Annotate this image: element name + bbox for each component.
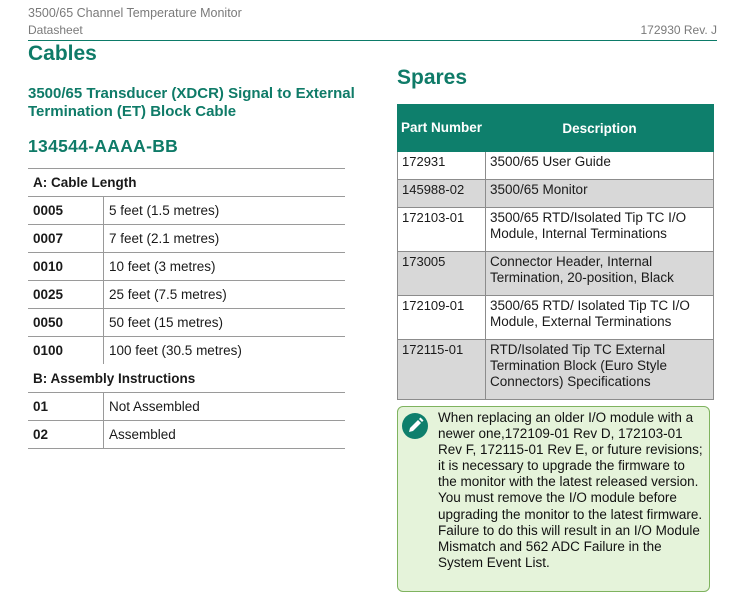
spare-part-number: 172109-01 (398, 296, 486, 340)
spare-description: 3500/65 RTD/ Isolated Tip TC I/O Module, External Terminations (486, 296, 714, 340)
table-row (398, 340, 714, 400)
note-text: When replacing an older I/O module with a newer one,172109-01 Rev D, 172103-01 Rev F, 172115-01 Rev E, or future revisions; it is necessary to upgrade the firmware to the monitor with the latest released version. You must remove the I/O module before upgrading the monitor to the latest firmware. Failure to do this will result in an I/O Module Mismatch and 562 ADC Failure in the System Event List. (438, 410, 703, 570)
spare-part-number: 172103-01 (398, 208, 486, 252)
assembly-table (28, 365, 345, 449)
table-row (398, 180, 714, 208)
option-code: 0050 (28, 309, 104, 337)
spares-heading: Spares (397, 66, 468, 89)
spare-description: 3500/65 RTD/Isolated Tip TC I/O Module, Internal Terminations (486, 208, 714, 252)
cable-length-table (28, 169, 345, 364)
doc-number: 172930 Rev. J (640, 23, 717, 37)
option-desc: 100 feet (30.5 metres) (109, 343, 242, 358)
spare-description: 3500/65 User Guide (486, 152, 714, 180)
option-desc: 50 feet (15 metres) (104, 309, 346, 337)
table-row (398, 296, 714, 340)
spare-description: 3500/65 Monitor (486, 180, 714, 208)
table-row (28, 393, 345, 421)
pencil-icon (402, 413, 428, 439)
doc-type: Datasheet (28, 23, 83, 37)
option-desc: Assembled (104, 421, 346, 449)
table-row (398, 152, 714, 180)
note-callout (397, 406, 710, 592)
spare-description: Connector Header, Internal Termination, 20-position, Black (486, 252, 714, 296)
option-code: 0005 (28, 197, 104, 225)
table-row (28, 225, 345, 253)
spare-part-number: 145988-02 (398, 180, 486, 208)
cable-part-number: 134544-AAAA-BB (28, 136, 179, 156)
table-row (28, 281, 345, 309)
option-code: 0025 (28, 281, 104, 309)
option-desc: 25 feet (7.5 metres) (104, 281, 346, 309)
section-b-title: B: Assembly Instructions (28, 365, 345, 393)
cable-title: 3500/65 Transducer (XDCR) Signal to External Termination (ET) Block Cable (28, 85, 355, 120)
table-row (28, 421, 345, 449)
option-desc: Not Assembled (104, 393, 346, 421)
doc-product-title: 3500/65 Channel Temperature Monitor (28, 6, 242, 20)
option-desc: 5 feet (1.5 metres) (104, 197, 346, 225)
col-part-number: Part Number (398, 105, 486, 152)
option-desc: 7 feet (2.1 metres) (104, 225, 346, 253)
table-row (28, 197, 345, 225)
table-row (28, 253, 345, 281)
option-code: 0100 (28, 337, 104, 365)
header-divider (28, 40, 717, 41)
option-code: 01 (28, 393, 104, 421)
spare-part-number: 173005 (398, 252, 486, 296)
col-description: Description (486, 105, 714, 152)
table-row (398, 252, 714, 296)
cables-heading: Cables (28, 42, 97, 65)
option-code: 0007 (28, 225, 104, 253)
spare-part-number: 172931 (398, 152, 486, 180)
option-code: 02 (28, 421, 104, 449)
spare-part-number: 172115-01 (398, 340, 486, 400)
table-row (28, 337, 345, 365)
spares-table (397, 104, 714, 400)
table-row (28, 309, 345, 337)
table-row (398, 208, 714, 252)
option-code: 0010 (28, 253, 104, 281)
section-a-title: A: Cable Length (28, 169, 345, 197)
spare-description: RTD/Isolated Tip TC External Termination Block (Euro Style Connectors) Specifications (486, 340, 714, 400)
option-desc: 10 feet (3 metres) (104, 253, 346, 281)
